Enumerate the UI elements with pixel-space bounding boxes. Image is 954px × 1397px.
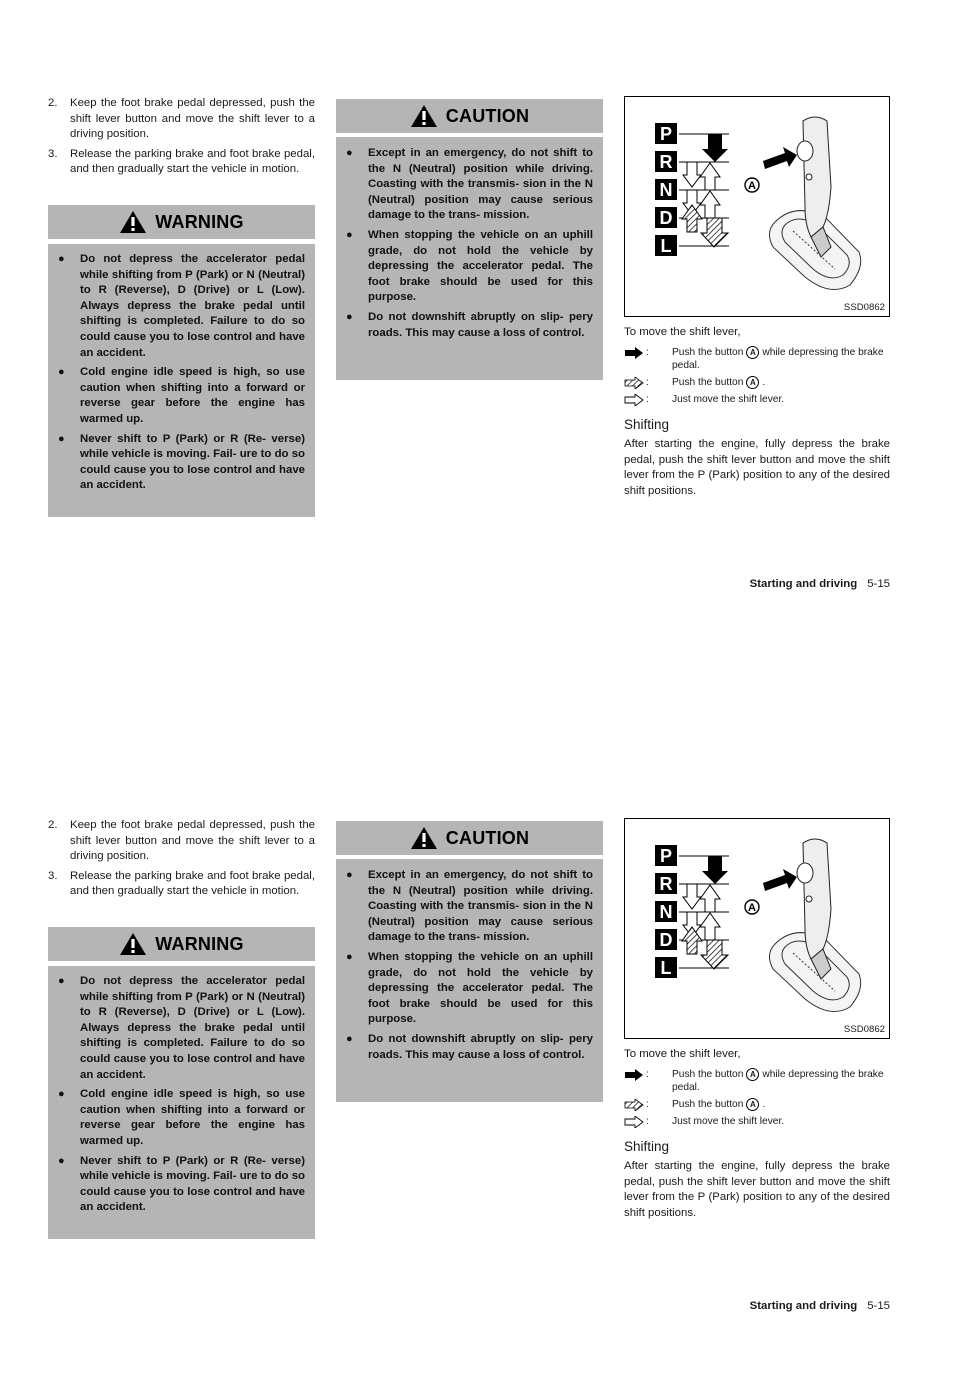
- gear-p-label: P: [659, 846, 673, 866]
- section-title: Shifting: [624, 1139, 670, 1154]
- bullet-dot: ●: [58, 253, 65, 265]
- warning-bullet: [58, 432, 305, 494]
- step-text: Release the parking brake and foot brake pedal, and then gradually start the vehicle in motion.: [70, 869, 315, 898]
- push-arrow-icon: [763, 147, 797, 169]
- gear-l-label: L: [660, 236, 672, 256]
- warning-header: [48, 927, 315, 961]
- figure-code: SSD0862: [843, 302, 885, 313]
- bullet-text: Never shift to P (Park) or R (Re- verse) while vehicle is moving. Fail- ure to do so could cause you to lose control and have an accident.: [80, 432, 305, 492]
- arrow-legend: [624, 1068, 890, 1132]
- manual-page-top: [0, 0, 954, 675]
- gear-p-label: P: [659, 124, 673, 144]
- shift-lever-figure: [624, 818, 890, 1039]
- hatched-arrow-icon: [682, 927, 702, 954]
- caution-bullet: [346, 146, 593, 224]
- bullet-dot: ●: [58, 1154, 65, 1167]
- legend-text: .: [762, 1099, 766, 1111]
- figure-caption: To move the shift lever,: [624, 326, 741, 338]
- caution-bullet: [346, 868, 593, 946]
- step-item: [48, 96, 315, 143]
- bullet-text: Do not depress the accelerator pedal while shifting from P (Park) or N (Neutral) to R (Reverse), D (Drive) or L (Low). Always depress the brake pedal until shifting is completed. Failure to do so could cause you to lose control and have an accident.: [80, 975, 305, 1081]
- solid-arrow-icon: [702, 856, 728, 884]
- callout-a-label: A: [748, 902, 756, 914]
- legend-row: : Push the button A while depressing the brake pedal.: [624, 346, 890, 372]
- button-a-badge: A: [746, 1098, 759, 1111]
- bullet-text: Except in an emergency, do not shift to the N (Neutral) position while driving. Coasting with the transmis- sion in the N (Neutral) position may cause serious damage to the trans- mission.: [368, 147, 593, 222]
- bullet-text: Except in an emergency, do not shift to the N (Neutral) position while driving. Coasting with the transmis- sion in the N (Neutral) position may cause serious damage to the trans- mission.: [368, 869, 593, 944]
- gear-n-label: N: [659, 180, 673, 200]
- hatched-arrow-icon: [624, 377, 644, 389]
- step-text: Release the parking brake and foot brake pedal, and then gradually start the vehicle in motion.: [70, 147, 315, 176]
- bullet-dot: ●: [346, 950, 353, 963]
- gear-labels: [655, 123, 677, 256]
- footer-page-number: 5-15: [867, 1300, 890, 1312]
- footer-page-number: 5-15: [867, 578, 890, 590]
- step-number: 3.: [48, 147, 58, 160]
- warning-triangle-icon: [119, 210, 147, 234]
- bullet-text: Cold engine idle speed is high, so use caution when shifting into a forward or reverse gear before the engine has warmed up.: [80, 366, 305, 425]
- bullet-dot: ●: [58, 975, 65, 987]
- warning-title: WARNING: [155, 211, 244, 232]
- warning-title: WARNING: [155, 933, 244, 954]
- footer-section: Starting and driving: [749, 1300, 858, 1312]
- step-item: [48, 147, 315, 178]
- section-body: After starting the engine, fully depress the brake pedal, push the shift lever button and move the shift lever from the P (Park) position to any of the desired shift positions.: [624, 438, 890, 497]
- warning-body: [48, 966, 315, 1239]
- legend-row: : Push the button A .: [624, 376, 890, 389]
- caution-header: [336, 99, 603, 133]
- warning-bullet: [58, 1154, 305, 1216]
- manual-page-bottom: [0, 722, 954, 1397]
- bullet-dot: ●: [58, 366, 65, 379]
- warning-bullet: [58, 252, 305, 361]
- outline-arrow-icon: [700, 191, 720, 218]
- legend-row: : Push the button A .: [624, 1098, 890, 1111]
- legend-text: Push the button: [672, 377, 744, 389]
- outline-arrow-icon: [683, 162, 701, 187]
- legend-row: : Push the button A while depressing the brake pedal.: [624, 1068, 890, 1094]
- caution-bullet: [346, 1032, 593, 1063]
- outline-arrow-icon: [700, 913, 720, 940]
- hatched-arrow-icon: [701, 218, 728, 247]
- legend-row: : Just move the shift lever.: [624, 1115, 890, 1128]
- outline-arrow-icon: [700, 163, 720, 190]
- callout-a-label: A: [748, 180, 756, 192]
- gear-n-label: N: [659, 902, 673, 922]
- caution-bullet: [346, 950, 593, 1028]
- legend-text: .: [762, 377, 766, 389]
- solid-arrow-icon: [624, 1069, 644, 1081]
- step-item: [48, 869, 315, 900]
- caution-bullet: [346, 310, 593, 341]
- outline-arrow-icon: [700, 885, 720, 912]
- caution-title: CAUTION: [445, 105, 530, 126]
- button-a-badge: A: [746, 1068, 759, 1081]
- step-number: 2.: [48, 819, 58, 831]
- caution-title: CAUTION: [445, 827, 530, 848]
- bullet-text: Cold engine idle speed is high, so use caution when shifting into a forward or reverse gear before the engine has warmed up.: [80, 1088, 305, 1147]
- gear-labels: [655, 845, 677, 978]
- section-title: Shifting: [624, 417, 670, 432]
- bullet-text: Never shift to P (Park) or R (Re- verse) while vehicle is moving. Fail- ure to do so could cause you to lose control and have an accident.: [80, 1154, 305, 1214]
- bullet-dot: ●: [58, 432, 65, 445]
- caution-body: [336, 137, 603, 380]
- gear-r-label: R: [659, 152, 673, 172]
- gear-d-label: D: [659, 208, 673, 228]
- push-arrow-icon: [763, 869, 797, 891]
- hatched-arrow-icon: [701, 940, 728, 969]
- bullet-dot: ●: [346, 310, 353, 323]
- page-footer: [750, 1300, 890, 1312]
- gear-d-label: D: [659, 930, 673, 950]
- solid-arrow-icon: [702, 134, 728, 162]
- section-body: After starting the engine, fully depress the brake pedal, push the shift lever button and move the shift lever from the P (Park) position to any of the desired shift positions.: [624, 1160, 890, 1219]
- button-a-badge: A: [746, 346, 759, 359]
- gear-l-label: L: [660, 958, 672, 978]
- page-footer: [750, 578, 890, 590]
- legend-text: Push the button: [672, 347, 744, 359]
- step-list: [48, 818, 315, 904]
- solid-arrow-icon: [624, 347, 644, 359]
- warning-bullet: [58, 365, 305, 427]
- warning-body: [48, 244, 315, 517]
- step-number: 3.: [48, 869, 58, 882]
- bullet-dot: ●: [346, 228, 353, 241]
- shift-lever-illustration: [625, 97, 889, 316]
- caution-bullet: [346, 228, 593, 306]
- caution-header: [336, 821, 603, 855]
- hatched-arrow-icon: [624, 1099, 644, 1111]
- bullet-text: When stopping the vehicle on an uphill grade, do not hold the vehicle by depressing the accelerator pedal. The foot brake should be used for this purpose.: [368, 950, 593, 1026]
- legend-text: Push the button: [672, 1069, 744, 1081]
- legend-text: while depressing the brake pedal.: [672, 347, 884, 372]
- shift-lever-illustration: [625, 819, 889, 1038]
- outline-arrow-icon: [624, 1116, 644, 1128]
- step-text: Keep the foot brake pedal depressed, push the shift lever button and move the shift lever to a driving position.: [70, 819, 315, 863]
- bullet-dot: ●: [346, 1032, 353, 1045]
- bullet-dot: ●: [346, 147, 353, 159]
- arrow-legend: [624, 346, 890, 410]
- legend-row: : Just move the shift lever.: [624, 393, 890, 406]
- warning-triangle-icon: [119, 932, 147, 956]
- figure-code: SSD0862: [843, 1024, 885, 1035]
- bullet-dot: ●: [58, 1088, 65, 1101]
- step-list: [48, 96, 315, 182]
- outline-arrow-icon: [683, 884, 701, 909]
- warning-triangle-icon: [410, 826, 438, 850]
- warning-header: [48, 205, 315, 239]
- bullet-text: Do not downshift abruptly on slip- pery roads. This may cause a loss of control.: [368, 310, 593, 339]
- footer-section: Starting and driving: [749, 578, 858, 590]
- bullet-text: Do not depress the accelerator pedal while shifting from P (Park) or N (Neutral) to R (Reverse), D (Drive) or L (Low). Always depress the brake pedal until shifting is completed. Failure to do so could cause you to lose control and have an accident.: [80, 253, 305, 359]
- warning-bullet: [58, 1087, 305, 1149]
- shift-lever-figure: [624, 96, 890, 317]
- legend-text: Push the button: [672, 1099, 744, 1111]
- bullet-text: Do not downshift abruptly on slip- pery roads. This may cause a loss of control.: [368, 1032, 593, 1061]
- outline-arrow-icon: [624, 394, 644, 406]
- step-item: [48, 818, 315, 865]
- legend-text: Just move the shift lever.: [672, 394, 785, 406]
- figure-caption: To move the shift lever,: [624, 1048, 741, 1060]
- warning-triangle-icon: [410, 104, 438, 128]
- legend-text: Just move the shift lever.: [672, 1116, 785, 1128]
- hatched-arrow-icon: [682, 205, 702, 232]
- bullet-dot: ●: [346, 869, 353, 881]
- gear-r-label: R: [659, 874, 673, 894]
- bullet-text: When stopping the vehicle on an uphill grade, do not hold the vehicle by depressing the accelerator pedal. The foot brake should be used for this purpose.: [368, 228, 593, 304]
- caution-body: [336, 859, 603, 1102]
- step-text: Keep the foot brake pedal depressed, push the shift lever button and move the shift lever to a driving position.: [70, 97, 315, 141]
- button-a-badge: A: [746, 376, 759, 389]
- legend-text: while depressing the brake pedal.: [672, 1069, 884, 1094]
- warning-bullet: [58, 974, 305, 1083]
- step-number: 2.: [48, 97, 58, 109]
